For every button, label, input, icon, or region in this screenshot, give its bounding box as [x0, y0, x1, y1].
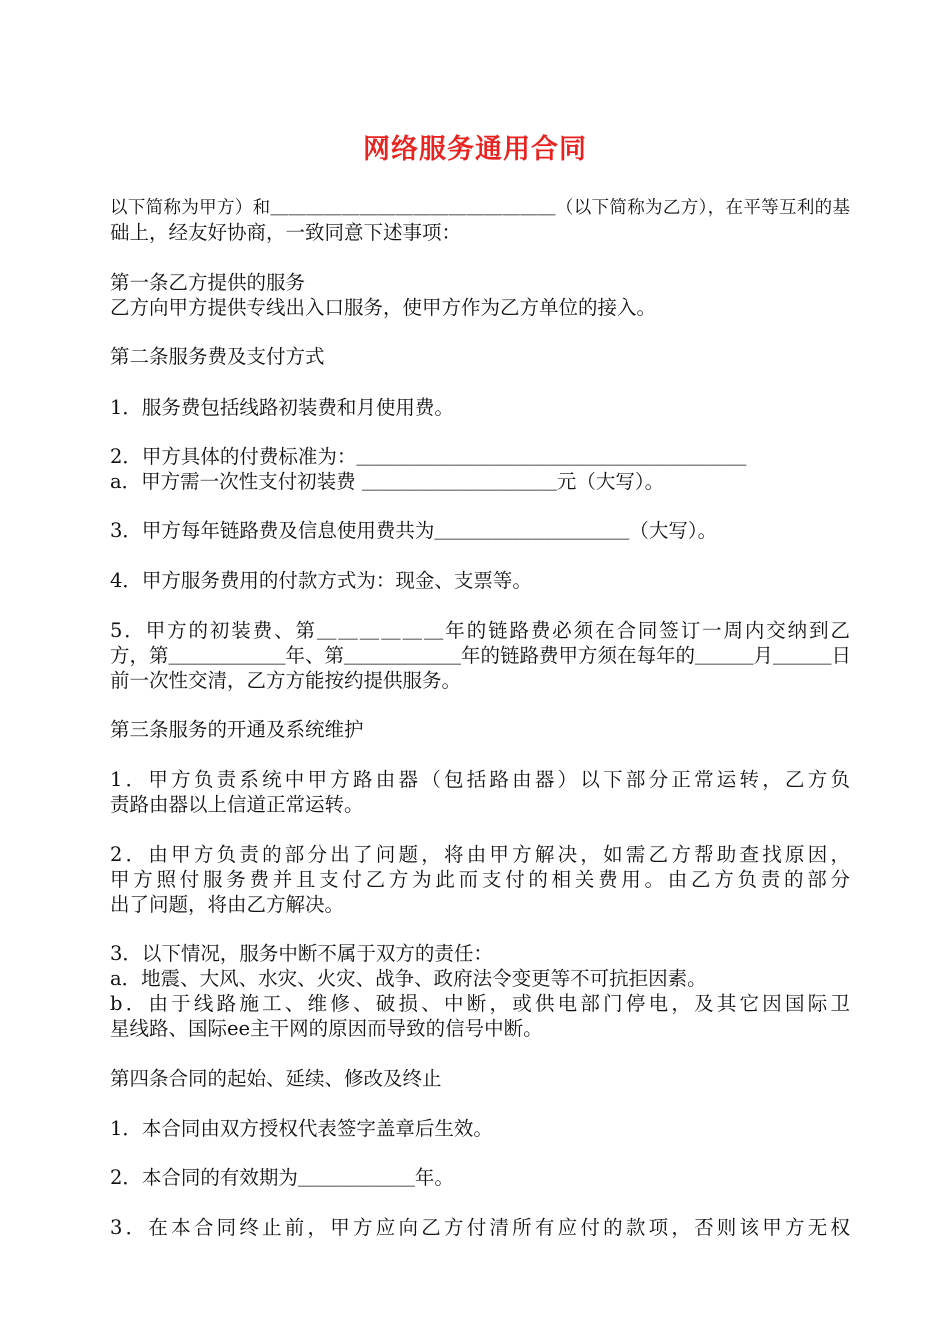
- clause-line: a．地震、大风、水灾、火灾、战争、政府法令变更等不可抗拒因素。: [110, 967, 707, 990]
- clause-line: 3．甲方每年链路费及信息使用费共为＿＿＿＿＿＿＿＿＿＿（大写）。: [110, 519, 718, 542]
- paragraph-line: 乙方向甲方提供专线出入口服务，使甲方作为乙方单位的接入。: [110, 296, 657, 319]
- section-heading: 第一条乙方提供的服务: [110, 271, 306, 294]
- section-heading: 第二条服务费及支付方式: [110, 345, 325, 368]
- clause-line: 前一次性交清，乙方方能按约提供服务。: [110, 669, 462, 692]
- clause-line: 1．甲方负责系统中甲方路由器（包括路由器）以下部分正常运转，乙方负: [110, 768, 850, 791]
- clause-line: 3．以下情况，服务中断不属于双方的责任：: [110, 942, 493, 965]
- clause-line: 2．本合同的有效期为＿＿＿＿＿＿年。: [110, 1166, 454, 1189]
- clause-line: 4．甲方服务费用的付款方式为：现金、支票等。: [110, 569, 532, 592]
- clause-line: 1．服务费包括线路初装费和月使用费。: [110, 396, 454, 419]
- section-heading: 第四条合同的起始、延续、修改及终止: [110, 1067, 442, 1090]
- clause-line: 3．在本合同终止前，甲方应向乙方付清所有应付的款项，否则该甲方无权: [110, 1216, 850, 1239]
- clause-line: b．由于线路施工、维修、破损、中断，或供电部门停电，及其它因国际卫: [110, 992, 850, 1015]
- clause-line: 责路由器以上信道正常运转。: [110, 793, 364, 816]
- clause-line: 甲方照付服务费并且支付乙方为此而支付的相关费用。由乙方负责的部分: [110, 868, 850, 891]
- clause-line: a．甲方需一次性支付初装费 ＿＿＿＿＿＿＿＿＿＿元（大写）。: [110, 470, 665, 493]
- clause-line: 2．甲方具体的付费标准为：＿＿＿＿＿＿＿＿＿＿＿＿＿＿＿＿＿＿＿＿: [110, 445, 747, 468]
- document-title: 网络服务通用合同: [363, 134, 587, 165]
- section-heading: 第三条服务的开通及系统维护: [110, 718, 364, 741]
- paragraph-line: 础上，经友好协商，一致同意下述事项：: [110, 221, 462, 244]
- clause-line: 出了问题，将由乙方解决。: [110, 893, 345, 916]
- clause-line: 5．甲方的初装费、第＿＿＿＿＿＿年的链路费必须在合同签订一周内交纳到乙: [110, 619, 850, 642]
- clause-line: 星线路、国际ee主干网的原因而导致的信号中断。: [110, 1017, 543, 1040]
- clause-line: 2．由甲方负责的部分出了问题，将由甲方解决，如需乙方帮助查找原因，: [110, 843, 850, 866]
- clause-line: 1．本合同由双方授权代表签字盖章后生效。: [110, 1117, 493, 1140]
- paragraph-line: 以下简称为甲方）和＿＿＿＿＿＿＿＿＿＿＿＿＿＿＿＿（以下简称为乙方），在平等互利的基: [110, 198, 850, 218]
- clause-line: 方，第＿＿＿＿＿＿年、第＿＿＿＿＿＿年的链路费甲方须在每年的＿＿＿月＿＿＿日: [110, 644, 852, 667]
